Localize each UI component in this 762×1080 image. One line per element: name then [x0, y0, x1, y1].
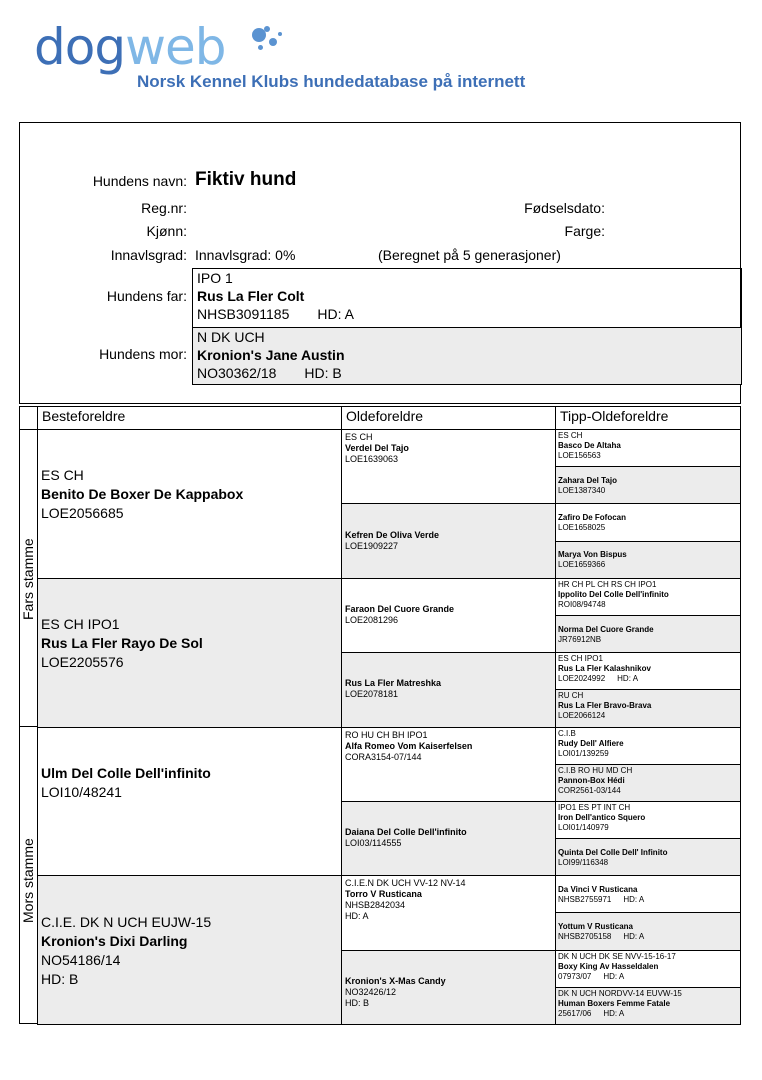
- great-great-grandparent-reg-line: [558, 858, 667, 868]
- great-great-grandparent-titles: ES CH: [558, 431, 583, 440]
- father-reg: NHSB3091185: [197, 306, 290, 322]
- great-great-grandparent-titles: DK N UCH NORDVV-14 EUVW-15: [558, 988, 682, 998]
- great-great-grandparent-hd: HD: A: [617, 674, 639, 684]
- great-great-grandparent-cell[interactable]: [555, 912, 741, 950]
- great-great-grandparent-cell[interactable]: [555, 652, 741, 690]
- great-great-grandparent-reg: LOE156563: [558, 451, 601, 460]
- great-great-grandparent-reg-line: [558, 523, 626, 533]
- great-great-grandparent-name: Da Vinci V Rusticana: [558, 884, 638, 894]
- grandparent-hd: HD: B: [41, 970, 79, 987]
- great-great-grandparent-reg-line: [558, 711, 651, 721]
- father-label: Hundens far:: [106, 288, 187, 304]
- color-label: Farge:: [564, 223, 605, 239]
- grandparent-reg: LOE2205576: [41, 654, 124, 671]
- grandparent-name: Benito De Boxer De Kappabox: [41, 486, 244, 503]
- great-great-grandparent-cell[interactable]: [555, 466, 741, 504]
- great-great-grandparent-reg-line: [558, 486, 617, 496]
- great-great-grandparent-reg: LOE2066124: [558, 711, 606, 721]
- great-great-grandparent-name: Zafiro De Fofocan: [558, 512, 627, 522]
- mother-reg-line: [197, 364, 741, 382]
- great-great-grandparent-cell[interactable]: [555, 689, 741, 727]
- great-great-grandparent-titles: ES CH IPO1: [558, 654, 603, 664]
- father-name: Rus La Fler Colt: [197, 288, 305, 304]
- side-cell-mors: [19, 726, 38, 1024]
- mother-box[interactable]: [192, 327, 742, 385]
- great-great-grandparent-reg-line: [558, 749, 624, 759]
- great-great-grandparent-reg-line: [558, 600, 669, 610]
- dog-info-frame: [19, 122, 741, 404]
- great-great-grandparent-reg: ROI08/94748: [558, 599, 606, 609]
- great-great-grandparent-reg-line: [558, 972, 676, 982]
- great-great-grandparent-reg-line: [558, 635, 654, 645]
- great-great-grandparent-name: Rudy Dell' Alfiere: [558, 738, 624, 748]
- great-great-grandparent-reg-line: [558, 786, 633, 796]
- great-great-grandparent-reg: LOI01/139259: [558, 748, 609, 758]
- pedigree-table: [19, 406, 741, 1024]
- great-great-grandparent-cell[interactable]: [555, 764, 741, 802]
- great-great-grandparent-reg: LOE1387340: [558, 485, 606, 495]
- grandparent-reg: NO54186/14: [41, 951, 121, 968]
- great-grandparent-reg: NHSB2842034: [345, 900, 406, 911]
- grandparent-name: Ulm Del Colle Dell'infinito: [41, 764, 211, 781]
- great-great-grandparent-cell[interactable]: [555, 950, 741, 988]
- great-grandparent-name: Daiana Del Colle Dell'infinito: [345, 827, 467, 838]
- great-grandparent-reg: LOI03/114555: [345, 838, 402, 849]
- great-great-grandparent-hd: HD: A: [623, 894, 645, 904]
- mother-name: Kronion's Jane Austin: [197, 347, 345, 363]
- name-label: Hundens navn:: [92, 173, 187, 189]
- mors-stamme-label: Mors stamme: [20, 838, 36, 923]
- great-grandparent-reg: LOE1909227: [345, 540, 399, 551]
- inbreeding-label: Innavlsgrad:: [110, 247, 187, 263]
- inbreeding-note: (Beregnet på 5 generasjoner): [378, 247, 561, 263]
- great-grandparent-name: Faraon Del Cuore Grande: [345, 603, 455, 614]
- grandparent-name: Rus La Fler Rayo De Sol: [41, 635, 203, 652]
- great-great-grandparent-name: Norma Del Cuore Grande: [558, 624, 654, 634]
- great-great-grandparent-cell[interactable]: [555, 578, 741, 616]
- great-great-grandparent-name: Marya Von Bispus: [558, 550, 627, 560]
- great-great-grandparent-reg-line: [558, 560, 627, 570]
- great-grandparent-cell[interactable]: [341, 727, 556, 802]
- great-grandparent-cell[interactable]: [341, 503, 556, 578]
- great-grandparent-name: Verdel Del Tajo: [345, 443, 409, 453]
- grandparent-cell[interactable]: [37, 727, 342, 877]
- great-great-grandparent-reg: LOI99/116348: [558, 857, 609, 867]
- sex-label: Kjønn:: [146, 223, 187, 239]
- great-grandparent-cell[interactable]: [341, 652, 556, 727]
- great-grandparent-cell[interactable]: [341, 875, 556, 950]
- great-grandparent-name: Rus La Fler Matreshka: [345, 678, 442, 689]
- great-great-grandparent-cell[interactable]: [555, 801, 741, 839]
- great-great-grandparent-titles: RU CH: [558, 691, 584, 701]
- great-great-grandparent-reg: LOE2024992: [558, 674, 606, 684]
- great-great-grandparent-titles: IPO1 ES PT INT CH: [558, 802, 631, 812]
- great-great-grandparent-reg-line: [558, 823, 645, 833]
- great-great-grandparent-cell[interactable]: [555, 727, 741, 765]
- great-great-grandparent-titles: C.I.B: [558, 728, 576, 738]
- regnr-label: Reg.nr:: [141, 200, 187, 216]
- logo-dog-text: dog: [34, 18, 126, 76]
- mother-reg: NO30362/18: [197, 365, 277, 381]
- great-great-grandparent-name: Yottum V Rusticana: [558, 922, 633, 932]
- great-great-grandparent-cell[interactable]: [555, 838, 741, 876]
- grandparent-titles: ES CH IPO1: [41, 616, 120, 633]
- grandparent-titles: ES CH: [41, 467, 84, 484]
- great-great-grandparent-titles: DK N UCH DK SE NVV-15-16-17: [558, 951, 676, 961]
- birthdate-label: Fødselsdato:: [524, 200, 605, 216]
- grandparent-cell[interactable]: [37, 578, 342, 728]
- great-grandparent-name: Kefren De Oliva Verde: [345, 529, 440, 540]
- great-great-grandparent-cell[interactable]: [555, 503, 741, 541]
- great-grandparent-name: Kronion's X-Mas Candy: [345, 975, 446, 986]
- great-great-grandparent-reg: 25617/06: [558, 1008, 592, 1018]
- great-grandparent-reg: NO32426/12: [345, 986, 397, 997]
- great-grandparent-titles: C.I.E.N DK UCH VV-12 NV-14: [345, 878, 466, 889]
- great-great-grandparent-reg: 07973/07: [558, 971, 592, 981]
- great-great-grandparent-cell[interactable]: [555, 615, 741, 653]
- great-great-grandparent-name: Pannon-Box Hédi: [558, 775, 625, 785]
- great-great-grandparent-name: Ippolito Del Colle Dell'infinito: [558, 589, 669, 599]
- grandparent-cell[interactable]: [37, 875, 342, 1025]
- great-great-grandparent-cell[interactable]: [555, 429, 741, 467]
- great-grandparent-titles: ES CH: [345, 432, 373, 442]
- great-great-grandparent-hd: HD: A: [603, 1008, 625, 1018]
- inbreeding-value: Innavlsgrad: 0%: [195, 247, 296, 263]
- great-great-grandparent-name: Zahara Del Tajo: [558, 475, 617, 485]
- grandparent-name: Kronion's Dixi Darling: [41, 932, 188, 949]
- father-box[interactable]: [192, 268, 742, 328]
- great-great-grandparent-name: Rus La Fler Bravo-Brava: [558, 701, 652, 711]
- mother-titles: N DK UCH: [197, 329, 265, 345]
- great-great-grandparent-reg-line: [558, 451, 621, 461]
- great-great-grandparent-name: Basco De Altaha: [558, 441, 621, 450]
- great-great-grandparent-reg: NHSB2705158: [558, 932, 612, 942]
- side-cell-fars: [19, 429, 38, 727]
- great-grandparent-titles: RO HU CH BH IPO1: [345, 729, 428, 740]
- great-great-grandparent-reg-line: [558, 932, 644, 942]
- great-great-grandparent-reg: LOE1658025: [558, 522, 606, 532]
- great-grandparent-name: Torro V Rusticana: [345, 889, 422, 900]
- grandparent-reg: LOE2056685: [41, 505, 124, 522]
- great-great-grandparent-reg: COR2561-03/144: [558, 785, 621, 795]
- great-great-grandparent-reg-line: [558, 1009, 682, 1019]
- mother-hd: HD: B: [304, 365, 342, 381]
- great-great-grandparent-reg: NHSB2755971: [558, 894, 612, 904]
- great-grandparent-reg: CORA3154-07/144: [345, 751, 422, 762]
- great-great-grandparent-name: Iron Dell'antico Squero: [558, 812, 646, 822]
- great-great-grandparent-name: Quinta Del Colle Dell' Infinito: [558, 847, 668, 857]
- great-great-grandparent-hd: HD: A: [603, 971, 625, 981]
- great-great-grandparent-name: Boxy King Av Hasseldalen: [558, 961, 659, 971]
- great-great-grandparent-titles: HR CH PL CH RS CH IPO1: [558, 579, 657, 589]
- grandparent-titles: C.I.E. DK N UCH EUJW-15: [41, 913, 212, 930]
- great-grandparent-cell[interactable]: [341, 950, 556, 1025]
- great-grandparent-reg: LOE1639063: [345, 454, 399, 464]
- great-great-grandparent-reg-line: [558, 895, 644, 905]
- great-great-grandparent-cell[interactable]: [555, 541, 741, 579]
- great-great-grandparent-name: Rus La Fler Kalashnikov: [558, 664, 651, 674]
- dogweb-logo: [34, 18, 226, 76]
- great-grandparent-cell[interactable]: [341, 801, 556, 876]
- father-titles: IPO 1: [197, 270, 233, 286]
- dog-name: Fiktiv hund: [195, 169, 297, 190]
- great-grandparent-hd: HD: B: [345, 997, 370, 1008]
- column-header-besteforeldre: Besteforeldre: [37, 406, 342, 430]
- great-great-grandparent-titles: C.I.B RO HU MD CH: [558, 765, 633, 775]
- father-hd: HD: A: [317, 306, 354, 322]
- subtitle: Norsk Kennel Klubs hundedatabase på internett: [137, 72, 526, 91]
- grandparent-reg: LOI10/48241: [41, 783, 122, 800]
- great-grandparent-cell[interactable]: [341, 578, 556, 653]
- great-grandparent-reg: LOE2078181: [345, 689, 399, 700]
- great-great-grandparent-cell[interactable]: [555, 875, 741, 913]
- great-grandparent-name: Alfa Romeo Vom Kaiserfelsen: [345, 740, 473, 751]
- grandparent-cell[interactable]: [37, 429, 342, 579]
- great-grandparent-reg: LOE2081296: [345, 614, 399, 625]
- great-great-grandparent-hd: HD: A: [623, 932, 645, 942]
- mother-label: Hundens mor:: [99, 346, 187, 362]
- great-great-grandparent-reg: LOI01/140979: [558, 822, 609, 832]
- corner-cell: [19, 406, 38, 430]
- great-great-grandparent-cell[interactable]: [555, 987, 741, 1025]
- great-great-grandparent-reg: JR76912NB: [558, 634, 602, 644]
- great-grandparent-hd: HD: A: [345, 911, 369, 922]
- logo-web-text: web: [125, 18, 226, 76]
- column-header-tipp-oldeforeldre: Tipp-Oldeforeldre: [555, 406, 741, 430]
- great-great-grandparent-reg-line: [558, 674, 651, 684]
- father-reg-line: [197, 305, 741, 323]
- column-header-oldeforeldre: Oldeforeldre: [341, 406, 556, 430]
- fars-stamme-label: Fars stamme: [20, 538, 36, 620]
- great-grandparent-cell[interactable]: [341, 429, 556, 504]
- great-great-grandparent-reg: LOE1659366: [558, 560, 606, 570]
- great-great-grandparent-name: Human Boxers Femme Fatale: [558, 998, 671, 1008]
